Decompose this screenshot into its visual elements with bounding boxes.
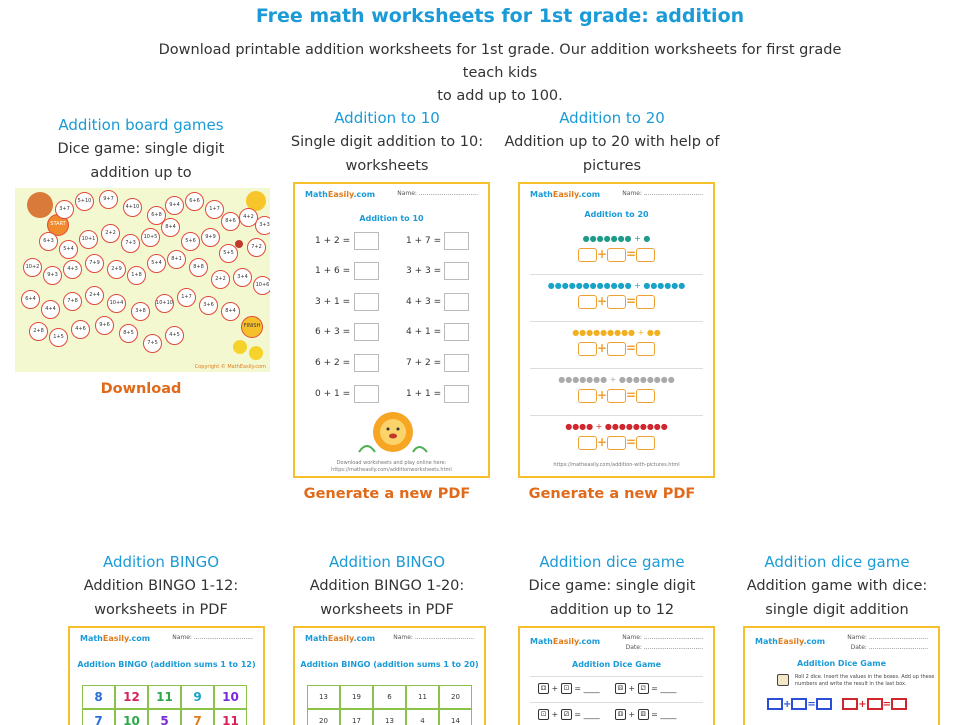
equation: 1 + 7 = bbox=[406, 236, 442, 246]
answer-box bbox=[578, 295, 597, 309]
worksheet-heading: Addition BINGO (addition sums 1 to 12) bbox=[77, 660, 256, 669]
card-addition-bingo-20 bbox=[274, 551, 500, 622]
operator: + bbox=[596, 341, 607, 355]
dot-group: ●●●●●●●●●●●● + ●●●●●● bbox=[547, 281, 686, 290]
card-description bbox=[499, 130, 725, 178]
equation: 6 + 3 = bbox=[315, 327, 351, 337]
board-game-thumbnail[interactable] bbox=[15, 188, 270, 372]
answer-box bbox=[354, 323, 379, 341]
bingo-cell: 10 bbox=[115, 709, 148, 725]
worksheet-heading: Addition BINGO (addition sums 1 to 20) bbox=[300, 660, 479, 669]
board-cell: 10+5 bbox=[141, 228, 160, 247]
bingo-cell: 9 bbox=[181, 685, 214, 709]
bingo-cell: 13 bbox=[307, 685, 340, 709]
card-title[interactable]: Addition board games bbox=[58, 116, 224, 134]
card-description bbox=[499, 574, 725, 622]
board-cell: 8+4 bbox=[221, 302, 240, 321]
board-cell: 7+3 bbox=[121, 234, 140, 253]
answer-box bbox=[636, 295, 655, 309]
equation: 3 + 3 = bbox=[406, 266, 442, 276]
board-start: START bbox=[47, 214, 69, 236]
die-icon: ⚄ bbox=[615, 683, 626, 694]
board-cell: 4+5 bbox=[165, 326, 184, 345]
download-link[interactable]: Download bbox=[100, 381, 182, 397]
bingo-cell: 20 bbox=[307, 709, 340, 725]
answer-box bbox=[354, 354, 379, 372]
operator: = bbox=[626, 294, 637, 308]
answer-box bbox=[607, 389, 626, 403]
instructions: Roll 2 dice. Insert the values in the boxes. Add up these numbers and write the result in the last box. bbox=[795, 674, 935, 687]
operator: = bbox=[626, 388, 637, 402]
matheasily-logo: MathEasily.com bbox=[530, 637, 601, 646]
board-cell: 2+4 bbox=[85, 286, 104, 305]
board-cell: 6+4 bbox=[21, 290, 40, 309]
date-field: Date: ............................... bbox=[625, 644, 703, 651]
equation: 7 + 2 = bbox=[406, 358, 442, 368]
card-description-line-1: Addition game with dice: bbox=[746, 578, 928, 594]
equation: 1 + 1 = bbox=[406, 389, 442, 399]
picture-addition-row bbox=[520, 234, 713, 262]
board-cell: 6+8 bbox=[147, 206, 166, 225]
board-cell: 3+4 bbox=[233, 268, 252, 287]
dot-group: ●●●● + ●●●●●●●●● bbox=[565, 422, 668, 431]
matheasily-logo: MathEasily.com bbox=[305, 190, 376, 199]
die-icon bbox=[777, 674, 789, 686]
bingo-cell: 7 bbox=[82, 709, 115, 725]
board-cell: 1+7 bbox=[177, 288, 196, 307]
dice-row: ⚃ + ⚀ = ____ ⚄ + ⚁ = ____ bbox=[538, 683, 676, 694]
board-cell: 6+3 bbox=[39, 232, 58, 251]
answer-box bbox=[444, 354, 469, 372]
board-cell: 9+6 bbox=[95, 316, 114, 335]
equation: 0 + 1 = bbox=[315, 389, 351, 399]
board-cell: 10+4 bbox=[107, 294, 126, 313]
bingo-12-worksheet-thumbnail[interactable] bbox=[68, 626, 265, 725]
card-title[interactable]: Addition to 20 bbox=[559, 109, 665, 127]
card-addition-dice-game-single bbox=[724, 551, 950, 622]
generate-pdf-link[interactable]: Generate a new PDF bbox=[528, 486, 696, 502]
equation: 1 + 6 = bbox=[315, 266, 351, 276]
card-description-line-2: addition up to 12 bbox=[549, 602, 675, 618]
answer-box bbox=[354, 293, 379, 311]
answer-box bbox=[636, 342, 655, 356]
card-addition-dice-game-12 bbox=[499, 551, 725, 622]
bingo-cell: 12 bbox=[115, 685, 148, 709]
answer-box bbox=[444, 293, 469, 311]
card-addition-bingo-12 bbox=[48, 551, 274, 622]
answer-boxes bbox=[520, 246, 713, 262]
board-cell: 9+7 bbox=[99, 190, 118, 209]
dot-group: ●●●●●●●●● + ●● bbox=[572, 328, 661, 337]
divider bbox=[530, 702, 703, 703]
answer-box bbox=[636, 436, 655, 450]
hen-illustration bbox=[27, 192, 53, 218]
bingo-grid bbox=[307, 685, 472, 725]
board-cell: 8+1 bbox=[167, 250, 186, 269]
bingo-cell: 5 bbox=[148, 709, 181, 725]
answer-box bbox=[636, 389, 655, 403]
answer-boxes bbox=[520, 293, 713, 309]
name-field: Name: ............................... bbox=[397, 190, 478, 197]
board-cell: 5+10 bbox=[75, 192, 94, 211]
board-finish: FINISH bbox=[241, 316, 263, 338]
dice-game-worksheet-thumbnail[interactable] bbox=[518, 626, 715, 725]
answer-box bbox=[636, 248, 655, 262]
answer-box bbox=[354, 232, 379, 250]
die-icon: ⚅ bbox=[638, 709, 649, 720]
board-copyright: Copyright © MathEasily.com bbox=[194, 364, 266, 370]
worksheet-heading: Addition to 10 bbox=[359, 214, 424, 223]
divider bbox=[530, 415, 703, 416]
answer-boxes bbox=[520, 434, 713, 450]
board-cell: 10+1 bbox=[79, 230, 98, 249]
die-icon: ⚁ bbox=[638, 683, 649, 694]
generate-pdf-link[interactable]: Generate a new PDF bbox=[303, 486, 471, 502]
board-cell: 1+7 bbox=[205, 200, 224, 219]
worksheet-footer: Download worksheets and play online here: https://matheasily.com/additionworksheets.html bbox=[331, 460, 452, 473]
equation: 1 + 2 = bbox=[315, 236, 351, 246]
operator: = bbox=[626, 341, 637, 355]
card-title[interactable]: Addition dice game bbox=[539, 553, 685, 571]
dice-row: ⚀ + ⚂ = ____ ⚅ + ⚅ = ____ bbox=[538, 709, 676, 720]
board-cell: 2+8 bbox=[29, 322, 48, 341]
matheasily-logo: MathEasily.com bbox=[80, 634, 151, 643]
board-cell: 3+3 bbox=[255, 216, 270, 235]
board-cell: 4+6 bbox=[71, 320, 90, 339]
board-cell: 8+8 bbox=[189, 258, 208, 277]
board-cell: 10+2 bbox=[23, 258, 42, 277]
card-description bbox=[48, 574, 274, 622]
picture-addition-row bbox=[520, 375, 713, 403]
name-field: Name: ............................... bbox=[622, 634, 703, 641]
answer-boxes bbox=[520, 387, 713, 403]
name-field: Name: ............................... bbox=[393, 634, 474, 641]
answer-box bbox=[444, 385, 469, 403]
bingo-cell: 14 bbox=[439, 709, 472, 725]
bingo-cell: 19 bbox=[340, 685, 373, 709]
board-cell: 2+2 bbox=[101, 224, 120, 243]
dot-group: ●●●●●●● + ● bbox=[582, 234, 651, 243]
ladybug-illustration bbox=[235, 240, 243, 248]
date-field: Date: ............................... bbox=[850, 644, 928, 651]
board-cell: 4+10 bbox=[123, 198, 142, 217]
board-cell: 7+5 bbox=[143, 334, 162, 353]
bingo-cell: 11 bbox=[406, 685, 439, 709]
board-cell: 1+8 bbox=[127, 266, 146, 285]
board-cell: 3+8 bbox=[131, 302, 150, 321]
board-cell: 3+6 bbox=[199, 296, 218, 315]
card-title[interactable]: Addition BINGO bbox=[328, 553, 446, 571]
equation: 6 + 2 = bbox=[315, 358, 351, 368]
operator: + bbox=[596, 294, 607, 308]
answer-box bbox=[578, 389, 597, 403]
board-cell: 8+5 bbox=[119, 324, 138, 343]
card-description-line-1: Dice game: single digit addition up to bbox=[57, 141, 225, 181]
worksheet-heading: Addition Dice Game bbox=[572, 660, 661, 669]
addition-to-10-worksheet-thumbnail[interactable] bbox=[293, 182, 490, 478]
chick-illustration bbox=[233, 340, 247, 354]
worksheet-footer: https://matheasily.com/addition-with-pictures.html bbox=[553, 462, 680, 468]
bingo-cell: 10 bbox=[214, 685, 247, 709]
card-description-line-1: Dice game: single digit bbox=[528, 578, 696, 594]
card-description-line-1: Addition BINGO 1-20: bbox=[309, 578, 465, 594]
board-cell: 9+4 bbox=[165, 196, 184, 215]
die-icon: ⚃ bbox=[538, 683, 549, 694]
card-description bbox=[724, 574, 950, 622]
card-description-line-1: Addition BINGO 1-12: bbox=[83, 578, 239, 594]
operator: = bbox=[626, 247, 637, 261]
board-cell: 5+5 bbox=[219, 244, 238, 263]
answer-box bbox=[354, 385, 379, 403]
die-icon: ⚂ bbox=[561, 709, 572, 720]
card-title[interactable]: Addition dice game bbox=[764, 553, 910, 571]
answer-box bbox=[444, 262, 469, 280]
die-icon: ⚅ bbox=[615, 709, 626, 720]
board-cell: 2+2 bbox=[211, 270, 230, 289]
board-cell: 2+9 bbox=[107, 260, 126, 279]
matheasily-logo: MathEasily.com bbox=[305, 634, 376, 643]
divider bbox=[530, 321, 703, 322]
board-cell: 8+4 bbox=[161, 218, 180, 237]
board-cell: 10+10 bbox=[155, 294, 174, 313]
board-cell: 9+9 bbox=[201, 228, 220, 247]
board-cell: 5+4 bbox=[147, 254, 166, 273]
bingo-cell: 4 bbox=[406, 709, 439, 725]
name-field: Name: ............................... bbox=[847, 634, 928, 641]
divider bbox=[530, 274, 703, 275]
answer-box bbox=[607, 295, 626, 309]
card-title[interactable]: Addition BINGO bbox=[102, 553, 220, 571]
operator: = bbox=[626, 435, 637, 449]
board-cell: 1+5 bbox=[49, 328, 68, 347]
board-cell: 4+3 bbox=[63, 260, 82, 279]
lion-illustration bbox=[353, 410, 433, 454]
board-cell: 8+6 bbox=[221, 212, 240, 231]
answer-box bbox=[578, 436, 597, 450]
board-cell: 4+4 bbox=[41, 300, 60, 319]
card-description-line-1: Single digit addition to 10: bbox=[290, 134, 484, 150]
worksheet-heading: Addition Dice Game bbox=[797, 659, 886, 668]
card-description-line-2: worksheets in PDF bbox=[320, 602, 454, 618]
bingo-cell: 17 bbox=[340, 709, 373, 725]
picture-addition-row bbox=[520, 422, 713, 450]
picture-addition-row bbox=[520, 328, 713, 356]
equation: 4 + 3 = bbox=[406, 297, 442, 307]
dice-game-2-worksheet-thumbnail[interactable] bbox=[743, 626, 940, 725]
answer-box bbox=[607, 436, 626, 450]
bingo-cell: 11 bbox=[148, 685, 181, 709]
answer-box bbox=[607, 248, 626, 262]
bingo-cell: 7 bbox=[181, 709, 214, 725]
card-description-line-2: worksheets in PDF bbox=[94, 602, 228, 618]
card-description bbox=[274, 574, 500, 622]
answer-box bbox=[444, 232, 469, 250]
intro-line-1: Download printable addition worksheets for 1st grade. Our addition worksheets for first grade teach kids bbox=[158, 42, 842, 81]
answer-box bbox=[578, 248, 597, 262]
board-cell: 7+9 bbox=[85, 254, 104, 273]
answer-box bbox=[354, 262, 379, 280]
bingo-cell: 8 bbox=[82, 685, 115, 709]
answer-boxes bbox=[520, 340, 713, 356]
picture-addition-row bbox=[520, 281, 713, 309]
answer-box bbox=[578, 342, 597, 356]
board-cell: 5+6 bbox=[181, 232, 200, 251]
divider bbox=[530, 676, 703, 677]
equation: 4 + 1 = bbox=[406, 327, 442, 337]
board-cell: 9+3 bbox=[43, 266, 62, 285]
name-field: Name: ............................... bbox=[622, 190, 703, 197]
operator: + bbox=[596, 388, 607, 402]
card-description bbox=[274, 130, 500, 178]
card-description-line-2: single digit addition bbox=[765, 602, 909, 618]
bingo-cell: 13 bbox=[373, 709, 406, 725]
die-icon: ⚀ bbox=[538, 709, 549, 720]
bingo-20-worksheet-thumbnail[interactable] bbox=[293, 626, 486, 725]
equation: 3 + 1 = bbox=[315, 297, 351, 307]
card-description-line-2: worksheets bbox=[345, 158, 429, 174]
matheasily-logo: MathEasily.com bbox=[755, 637, 826, 646]
operator: + bbox=[596, 435, 607, 449]
divider bbox=[530, 368, 703, 369]
board-cell: 4+2 bbox=[239, 208, 258, 227]
page-intro bbox=[150, 39, 850, 108]
board-cell: 5+4 bbox=[59, 240, 78, 259]
matheasily-logo: MathEasily.com bbox=[530, 190, 601, 199]
die-icon: ⚀ bbox=[561, 683, 572, 694]
board-cell: 7+2 bbox=[247, 238, 266, 257]
page-title: Free math worksheets for 1st grade: addition bbox=[255, 5, 745, 27]
bingo-grid bbox=[82, 685, 247, 725]
board-cell: 3+7 bbox=[55, 200, 74, 219]
chick-illustration bbox=[249, 346, 263, 360]
worksheet-heading: Addition to 20 bbox=[584, 210, 649, 219]
dot-group: ●●●●●●● + ●●●●●●●● bbox=[558, 375, 675, 384]
card-description-line-1: Addition up to 20 with help of bbox=[504, 134, 720, 150]
bingo-cell: 6 bbox=[373, 685, 406, 709]
answer-box bbox=[444, 323, 469, 341]
answer-box bbox=[607, 342, 626, 356]
answer-boxes: + = + = bbox=[767, 698, 907, 712]
operator: + bbox=[596, 247, 607, 261]
intro-line-2: to add up to 100. bbox=[437, 88, 563, 104]
card-description-line-2: pictures bbox=[582, 158, 642, 174]
bingo-cell: 11 bbox=[214, 709, 247, 725]
board-cell: 10+6 bbox=[253, 276, 270, 295]
board-cell: 7+8 bbox=[63, 292, 82, 311]
name-field: Name: ............................... bbox=[172, 634, 253, 641]
board-cell: 6+6 bbox=[185, 192, 204, 211]
bingo-cell: 20 bbox=[439, 685, 472, 709]
card-title[interactable]: Addition to 10 bbox=[334, 109, 440, 127]
addition-to-20-worksheet-thumbnail[interactable] bbox=[518, 182, 715, 478]
